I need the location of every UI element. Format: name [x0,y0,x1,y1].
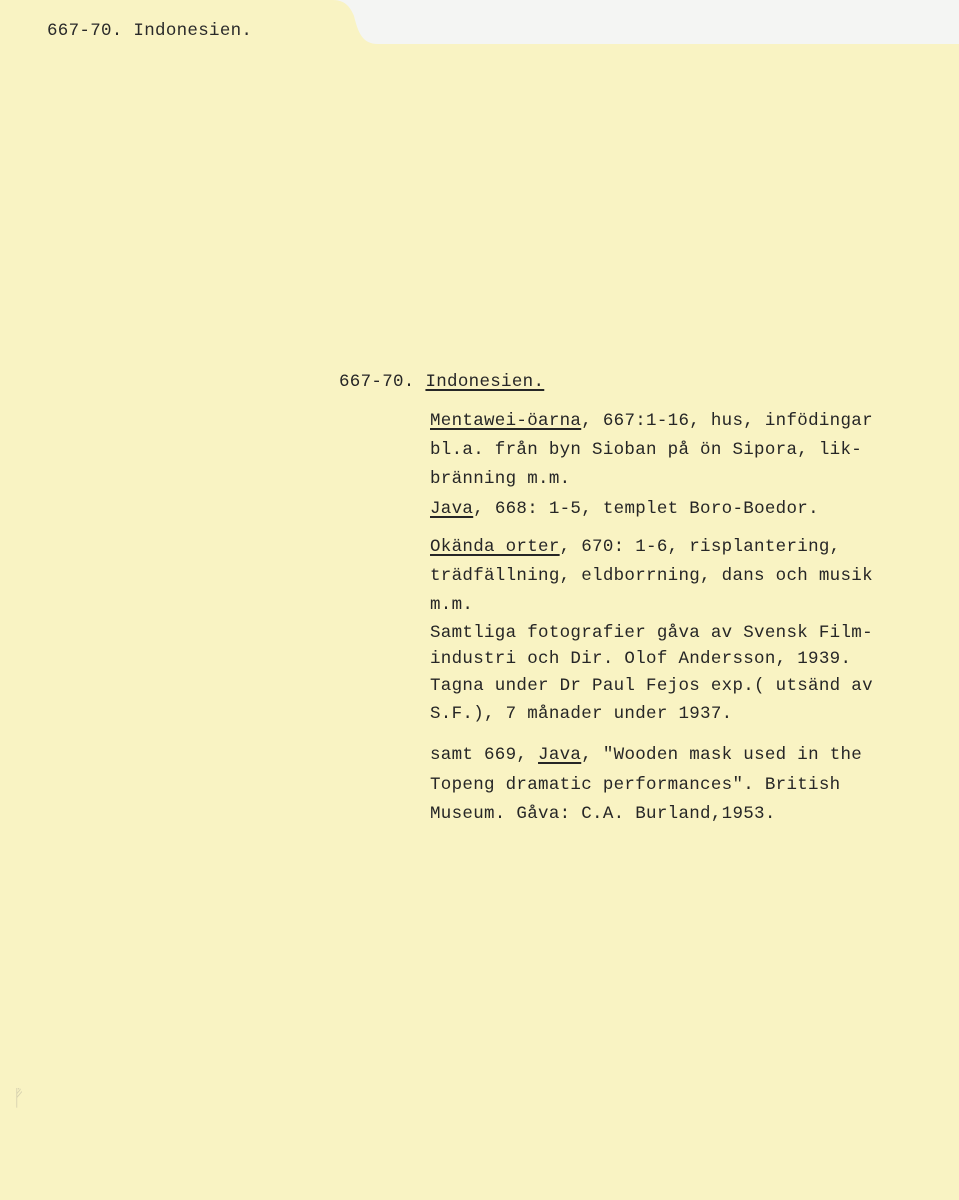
samtliga-line-4: S.F.), 7 månader under 1937. [430,704,733,724]
okanda-rest: , 670: 1-6, risplantering, [559,537,841,557]
samt-rest: , "Wooden mask used in the [581,745,863,765]
java-line-1 [430,495,935,524]
okanda-line-3: m.m. [430,595,474,615]
samt-paragraph [430,739,935,829]
okanda-line-2: trädfällning, eldborrning, dans och musik [430,566,873,586]
mentawei-line-3: bränning m.m. [430,469,571,489]
samt-line-2: Topeng dramatic performances". British [430,775,841,795]
samtliga-line-3: Tagna under Dr Paul Fejos exp.( utsänd av [430,676,873,696]
samtliga-paragraph [430,619,935,728]
faint-pencil-mark: ᚡ [12,1085,26,1110]
mentawei-paragraph [430,407,935,494]
okanda-paragraph [430,533,935,620]
samtliga-line-2: industri och Dir. Olof Andersson, 1939. [430,649,852,669]
samt-prefix: samt 669, [430,745,539,765]
card-tab-label: 667-70. Indonesien. [47,21,253,41]
samt-place: Java [538,745,582,765]
samt-line-1 [430,739,935,771]
java-place: Java [430,499,474,519]
java-rest: , 668: 1-5, templet Boro-Boedor. [473,499,819,519]
mentawei-place: Mentawei-öarna [430,411,582,431]
okanda-place: Okända orter [430,537,560,557]
mentawei-line-2: bl.a. från byn Sioban på ön Sipora, lik- [430,440,863,460]
entry-title: Indonesien. [425,372,545,392]
samt-line-3: Museum. Gåva: C.A. Burland,1953. [430,804,776,824]
mentawei-line-1 [430,407,935,436]
mentawei-rest: , 667:1-16, hus, infödingar [581,411,873,431]
java-paragraph [430,495,935,524]
entry-number: 667-70. [339,372,415,392]
entry-heading [339,372,544,392]
samtliga-line-1: Samtliga fotografier gåva av Svensk Film- [430,623,873,643]
okanda-line-1 [430,533,935,562]
